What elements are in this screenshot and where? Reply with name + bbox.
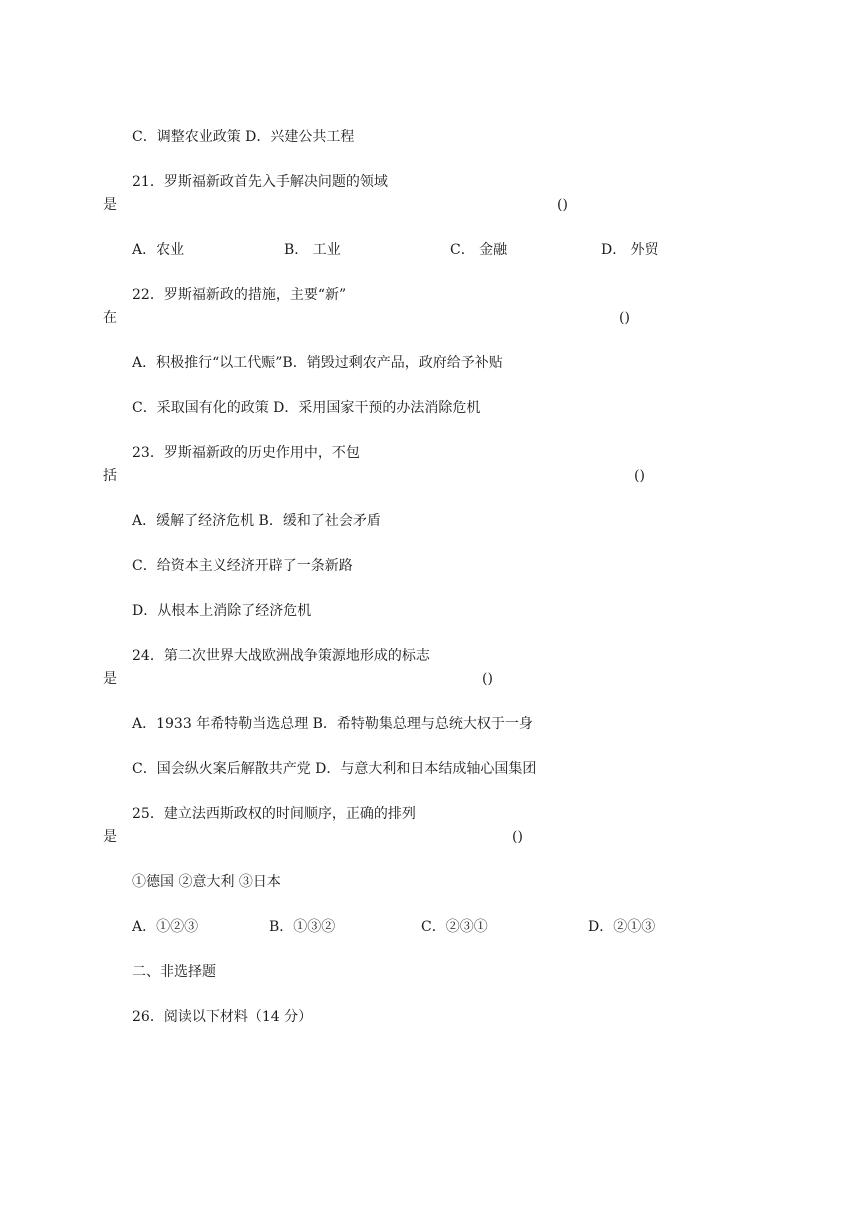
q24-options-cd: C．国会纵火案后解散共产党 D．与意大利和日本结成轴心国集团 [132,761,537,777]
q23-stem-tail: 括 [103,468,117,484]
q23-answer-bracket: () [634,468,645,484]
q22-options-cd: C．采取国有化的政策 D．采用国家干预的办法消除危机 [132,400,481,416]
q22-stem: 22．罗斯福新政的措施，主要“新” [132,287,347,303]
q22-stem-tail: 在 [103,310,117,326]
q24-stem: 24．第二次世界大战欧洲战争策源地形成的标志 [132,648,430,664]
q25-stem: 25．建立法西斯政权的时间顺序，正确的排列 [132,806,416,822]
q25-option-d: D．②①③ [588,919,656,935]
q26-stem: 26．阅读以下材料（14 分） [132,1009,313,1025]
q24-stem-tail: 是 [103,671,117,687]
section-2-title: 二、非选择题 [132,964,216,980]
q21-option-c: C． 金融 [450,242,508,258]
q22-options-ab: A．积极推行“以工代赈”B．销毁过剩农产品，政府给予补贴 [132,355,503,371]
q23-option-c: C．给资本主义经济开辟了一条新路 [132,558,353,574]
q21-option-b: B． 工业 [284,242,341,258]
q25-items: ①德国 ②意大利 ③日本 [132,874,281,890]
q25-option-a: A．①②③ [132,919,199,935]
q25-stem-tail: 是 [103,829,117,845]
q23-option-d: D．从根本上消除了经济危机 [132,603,312,619]
q22-answer-bracket: () [619,310,630,326]
q24-answer-bracket: () [482,671,493,687]
q25-option-c: C．②③① [421,919,488,935]
q20-options-cd: C．调整农业政策 D．兴建公共工程 [132,129,355,145]
q21-stem-tail: 是 [103,197,117,213]
q25-answer-bracket: () [512,829,523,845]
q23-options-ab: A．缓解了经济危机 B．缓和了社会矛盾 [132,513,381,529]
q21-option-a: A．农业 [132,242,185,258]
q21-option-d: D． 外贸 [601,242,659,258]
q23-stem: 23．罗斯福新政的历史作用中，不包 [132,445,360,461]
q25-option-b: B．①③② [269,919,336,935]
q24-options-ab: A．1933 年希特勒当选总理 B．希特勒集总理与总统大权于一身 [132,716,533,732]
q21-answer-bracket: () [557,197,568,213]
q21-stem: 21．罗斯福新政首先入手解决问题的领域 [132,174,388,190]
